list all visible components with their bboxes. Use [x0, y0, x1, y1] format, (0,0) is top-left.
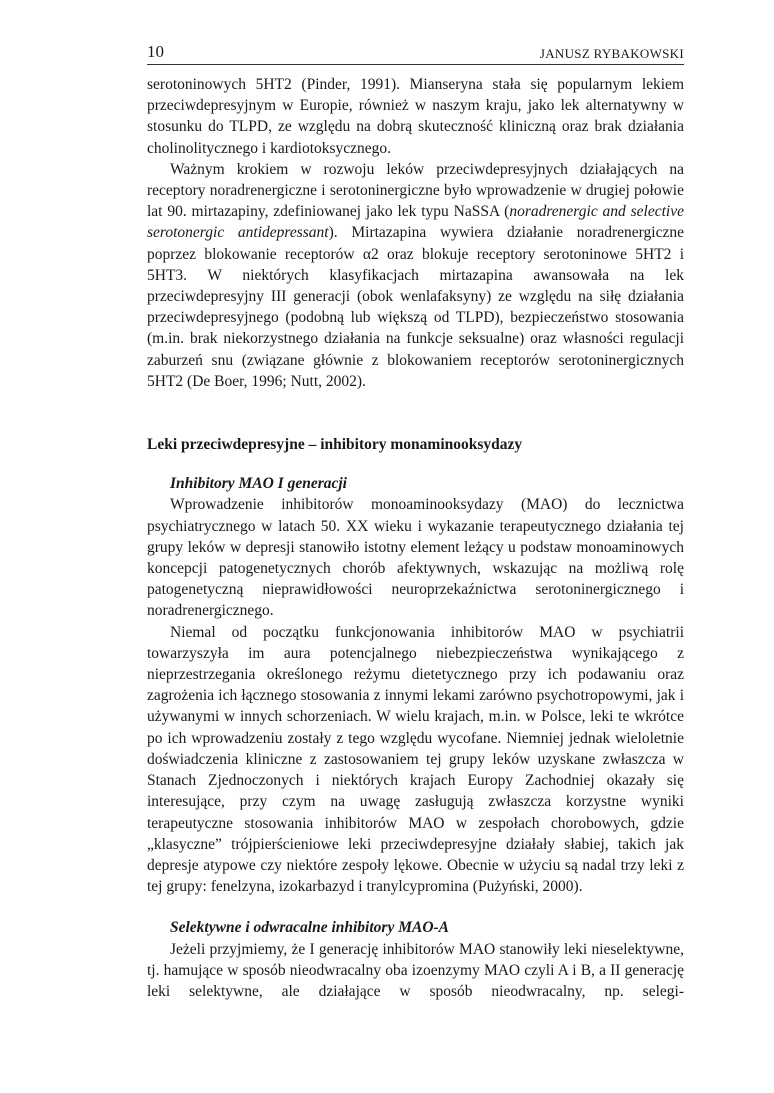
subheading-selective-mao-a: Selektywne i odwracalne inhibitory MAO-A	[170, 919, 450, 937]
paragraph-5: Jeżeli przyjmiemy, że I generację inhibitorów MAO stanowiły leki nieselektywne, tj. hamujące w sposób nieodwracalny oba izoenzymy MAO czyli A i B, a II generację leki selektywne, ale działające w sposób nieodwracalny, np. selegi-	[147, 940, 684, 1000]
running-head: JANUSZ RYBAKOWSKI	[539, 46, 684, 61]
nassa-definition: noradrenergic and selective serotonergic antidepressant	[147, 203, 684, 242]
paragraph-2	[147, 159, 684, 392]
paragraph-3: Wprowadzenie inhibitorów monoaminooksydazy (MAO) do lecznictwa psychiatrycznego w latach 50. XX wieku i wykazanie terapeutycznego działania tej grupy leków w depresji stanowiło istotny element leżący u podstaw monoaminowych koncepcji patogenetycznych chorób afektywnych, wskazując na możliwą rolę patogenetyczną nieprawidłowości neuroprzekaźnictwa serotoninergicznego i noradrenergicznego.	[147, 496, 684, 620]
page-number: 10	[147, 42, 164, 61]
document-page	[147, 40, 684, 1002]
section-heading: Leki przeciwdepresyjne – inhibitory monaminooksydazy	[147, 436, 523, 454]
paragraph-4: Niemal od początku funkcjonowania inhibitorów MAO w psychiatrii towarzyszyła im aura potencjalnego niebezpieczeństwa wynikającego z nieprzestrzegania określonego reżymu dietetycznego przy ich podawaniu oraz zagrożenia ich łącznego stosowania z innymi lekami zarówno psychotropowymi, jak i używanymi w innych schorzeniach. W wielu krajach, m.in. w Polsce, leki te wkrótce po ich wprowadzeniu zostały z tego względu wycofane. Niemniej jednak wieloletnie doświadczenia kliniczne z zastosowaniem tej grupy leków uzyskane zwłaszcza w Stanach Zjednoczonych i niektórych krajach Europy Zachodniej okazały się interesujące, przy czym na uwagę zasługują zwłaszcza korzystne wyniki terapeutyczne stosowania inhibitorów MAO w zespołach chorobowych, gdzie „klasyczne” trójpierścieniowe leki przeciwdepresyjne działały słabiej, takich jak depresje atypowe czy niektóre zespoły lękowe. Obecnie w użyciu są nadal trzy leki z tej grupy: fenelzyna, izokarbazyd i tranylcypromina (Pużyński, 2000).	[147, 623, 684, 896]
paragraph-2-part-a: Ważnym krokiem w rozwoju leków przeciwdepresyjnych działających na receptory noradrenergiczne i serotoninergiczne było wprowadzenie w drugiej połowie lat 90. mirtazapiny, zdefiniowanej jako lek typu NaSSA (	[147, 160, 684, 221]
subheading-mao-first-generation: Inhibitory MAO I generacji	[170, 475, 347, 493]
paragraph-1: serotoninowych 5HT2 (Pinder, 1991). Mianseryna stała się popularnym lekiem przeciwdepresyjnym w Europie, również w naszym kraju, jako lek alternatywny w stosunku do TLPD, ze względu na dobrą skuteczność kliniczną oraz brak działania cholinolitycznego i kardiotoksycznego.	[147, 76, 684, 157]
paragraph-2-part-b: ). Mirtazapina wywiera działanie noradrenergiczne poprzez blokowanie receptorów α2 oraz blokuje receptory serotoninowe 5HT2 i 5HT3. W niektórych klasyfikacjach mirtazapina awansowała na lek przeciwdepresyjny III generacji (obok wenlafaksyny) ze względu na siłę działania przeciwdepresyjnego (podobną lub większą od TLPD), bezpieczeństwo stosowania (m.in. brak niekorzystnego działania na funkcje seksualne) oraz własności regulacji zaburzeń snu (związane głównie z blokowaniem receptorów serotoninergicznych 5HT2 (De Boer, 1996; Nutt, 2002).	[147, 224, 684, 390]
body-text	[147, 74, 684, 1002]
page-header	[147, 40, 684, 65]
